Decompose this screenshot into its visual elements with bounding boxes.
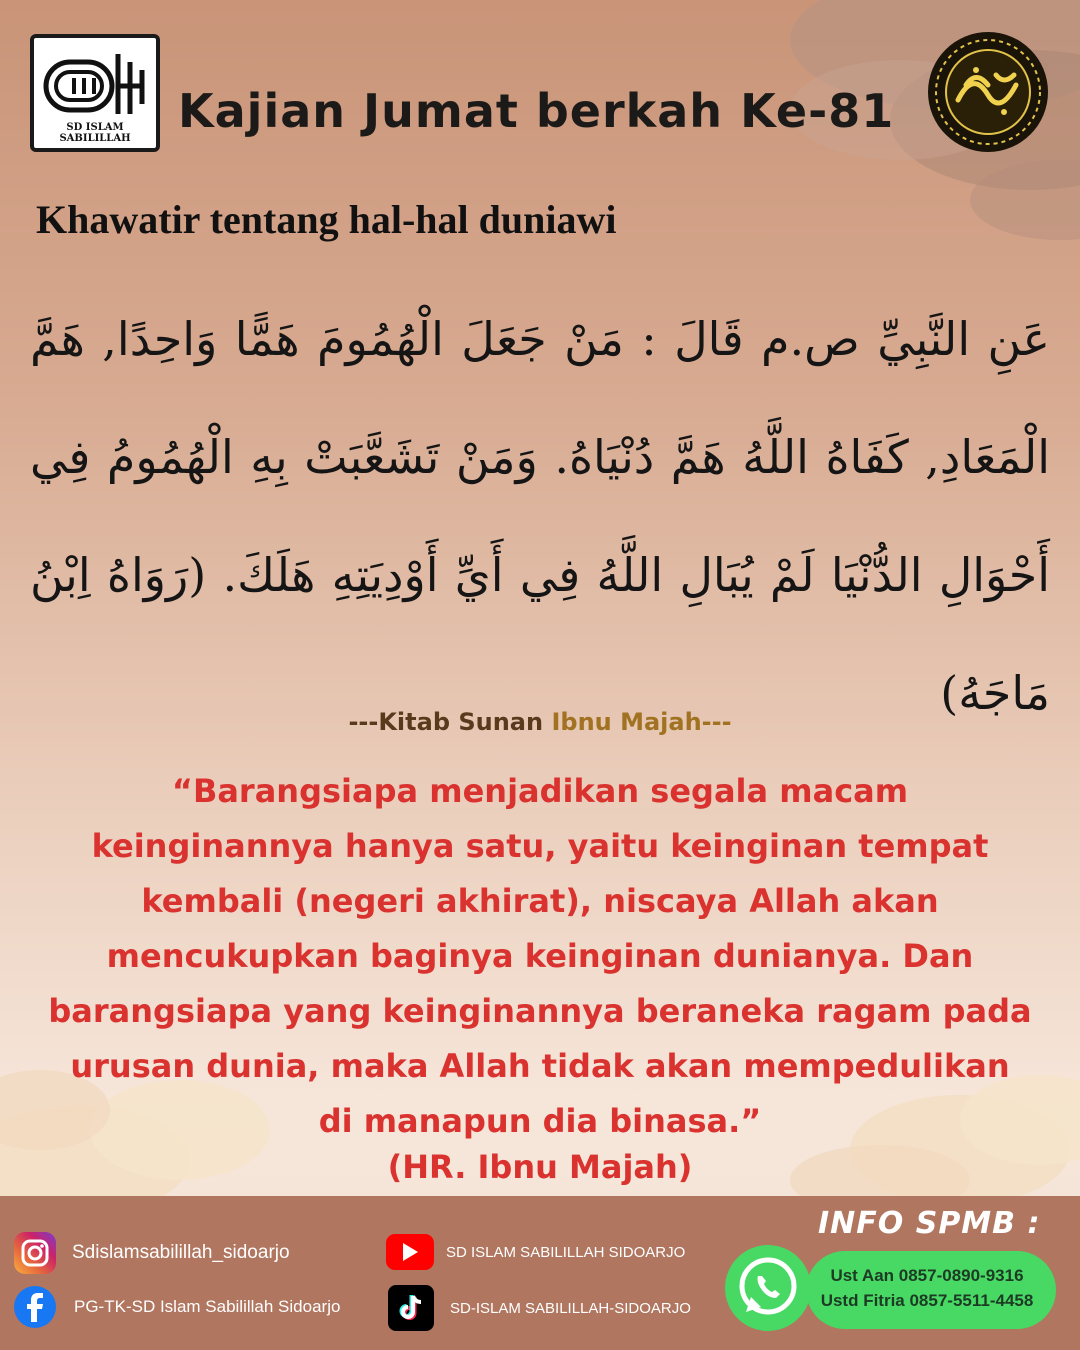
tiktok-icon <box>388 1285 434 1331</box>
facebook-link[interactable] <box>14 1286 340 1328</box>
tiktok-link[interactable] <box>388 1285 691 1331</box>
hadith-reference: (HR. Ibnu Majah) <box>387 1148 693 1186</box>
contact-line-1: Ust Aan 0857-0890-9316 <box>830 1266 1024 1285</box>
hadith-translation <box>30 764 1050 1149</box>
translation-line: kembali (negeri akhirat), niscaya Allah akan <box>141 882 939 920</box>
translation-line: keinginannya hanya satu, yaitu keinginan tempat <box>91 827 989 865</box>
instagram-link[interactable] <box>14 1232 290 1274</box>
whatsapp-contact-pill[interactable] <box>806 1251 1056 1329</box>
translation-line: di manapun dia binasa.” <box>318 1102 762 1140</box>
instagram-label: Sdislamsabilillah_sidoarjo <box>72 1242 290 1263</box>
whatsapp-icon[interactable] <box>724 1244 812 1332</box>
hadith-arabic-text: عَنِ النَّبِيِّ ص.م قَالَ : مَنْ جَعَلَ الْهُمُومَ هَمًّا وَاحِدًا, هَمَّ الْمَعَادِ, كَفَاهُ اللَّهُ هَمَّ دُنْيَاهُ. وَمَنْ تَشَعَّبَتْ بِهِ الْهُمُومُ فِي أَحْوَالِ الدُّنْيَا لَمْ يُبَالِ اللَّهُ فِي أَيِّ أَوْدِيَتِهِ هَلَكَ. (رَوَاهُ اِبْنُ مَاجَهُ) <box>30 312 1050 720</box>
translation-line: “Barangsiapa menjadikan segala macam <box>171 772 909 810</box>
youtube-link[interactable] <box>386 1234 685 1270</box>
nabawi-seal-icon <box>926 30 1050 154</box>
kitab-source-highlight: Ibnu Majah--- <box>551 708 732 736</box>
kitab-source-prefix: ---Kitab Sunan <box>348 708 552 736</box>
kitab-source <box>0 708 1080 736</box>
school-logo-icon <box>34 42 156 134</box>
translation-line: barangsiapa yang keinginannya beraneka ragam pada <box>48 992 1032 1030</box>
page-title: Kajian Jumat berkah Ke-81 <box>178 84 895 138</box>
topic-subtitle: Khawatir tentang hal-hal duniawi <box>36 197 617 242</box>
facebook-label: PG-TK-SD Islam Sabilillah Sidoarjo <box>74 1297 341 1316</box>
translation-line: mencukupkan baginya keinginan dunianya. Dan <box>106 937 974 975</box>
youtube-label: SD ISLAM SABILILLAH SIDOARJO <box>446 1243 686 1261</box>
translation-line: urusan dunia, maka Allah tidak akan mempedulikan <box>70 1047 1010 1085</box>
facebook-icon <box>14 1286 56 1328</box>
youtube-icon <box>386 1234 434 1270</box>
school-logo <box>30 34 160 152</box>
contact-line-2: Ustd Fitria 0857-5511-4458 <box>820 1291 1034 1310</box>
logo-caption: SD ISLAM SABILILLAH <box>59 122 131 144</box>
info-spmb-title: INFO SPMB : <box>818 1206 1041 1241</box>
tiktok-label: SD-ISLAM SABILILLAH-SIDOARJO <box>450 1299 691 1317</box>
instagram-icon <box>14 1232 56 1274</box>
